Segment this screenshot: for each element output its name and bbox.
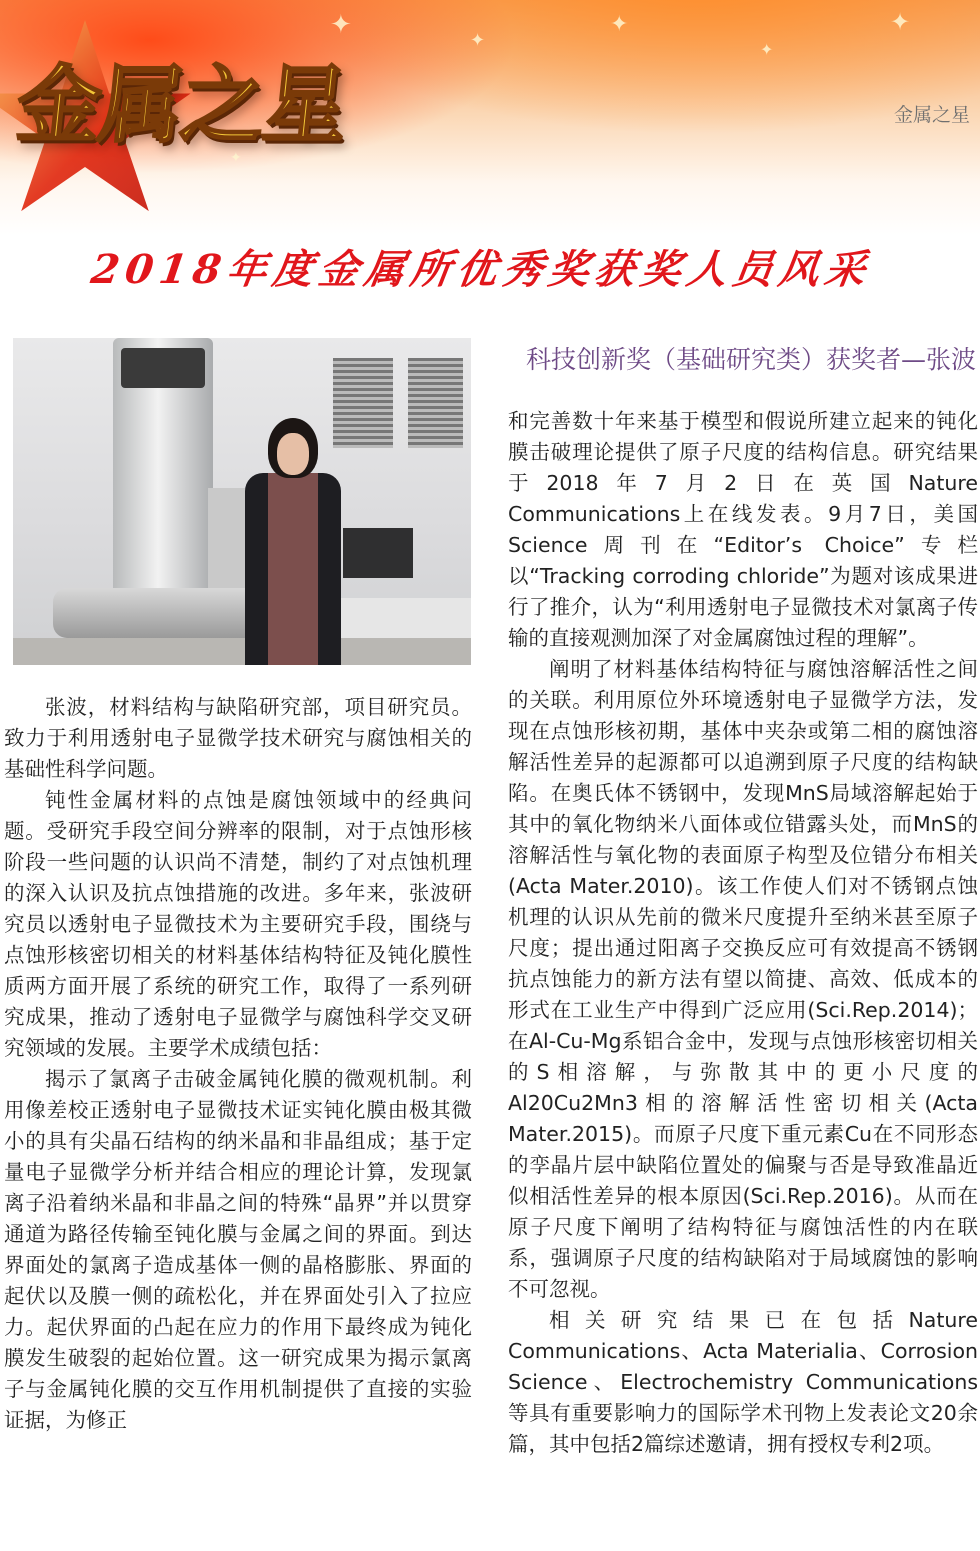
floor	[13, 638, 471, 665]
paragraph: 阐明了材料基体结构特征与腐蚀溶解活性之间的关联。利用原位外环境透射电子显微学方法，发现在点蚀形核初期，基体中夹杂或第二相的腐蚀溶解活性差异的起源都可以追溯到原子尺度的结构缺陷。在奥氏体不锈钢中，发现MnS局域溶解起始于其中的氧化物纳米八面体或位错露头处，而MnS的溶解活性与氧化物的表面原子构型及位错分布相关(Acta Mater.2010)。该工作使人们对不锈钢点蚀机理的认识从先前的微米尺度提升至纳米甚至原子尺度；提出通过阳离子交换反应可有效提高不锈钢抗点蚀能力的新方法有望以简捷、高效、低成本的形式在工业生产中得到广泛应用(Sci.Rep.2014)；在Al-Cu-Mg系铝合金中，发现与点蚀形核密切相关的S相溶解，与弥散其中的更小尺度的Al20Cu2Mn3相的溶解活性密切相关(Acta Mater.2015)。而原子尺度下重元素Cu在不同形态的孪晶片层中缺陷位置处的偏聚与否是导致准晶近似相活性差异的根本原因(Sci.Rep.2016)。从而在原子尺度下阐明了结构特征与腐蚀活性的内在联系，强调原子尺度的结构缺陷对于局域腐蚀的影响不可忽视。	[508, 657, 978, 1301]
window-blind	[408, 358, 463, 448]
paragraph: 张波，材料结构与缺陷研究部，项目研究员。致力于利用透射电子显微学技术研究与腐蚀相关的基础性科学问题。	[4, 695, 472, 781]
person-body	[245, 473, 341, 665]
sparkle-icon: ✦	[230, 150, 242, 166]
computer-monitor	[343, 528, 413, 578]
person-face	[277, 433, 309, 475]
sparkle-icon: ✦	[470, 30, 486, 51]
section-label: 金属之星	[893, 104, 970, 126]
header-banner	[0, 0, 980, 235]
window-blind	[333, 358, 393, 448]
page-headline: 2018年度金属所优秀奖获奖人员风采	[88, 246, 875, 293]
sparkle-icon: ✦	[330, 10, 352, 40]
sparkle-icon: ✦	[760, 40, 774, 59]
paragraph: 和完善数十年来基于模型和假说所建立起来的钝化膜击破理论提供了原子尺度的结构信息。研究结果于2018年7月2日在英国Nature Communications上在线发表。9月7日，美国Science周刊在“Editor’s Choice”专栏以“Tracking corroding chloride”为题对该成果进行了推介，认为“利用透射电子显微技术对氯离子传输的直接观测加深了对金属腐蚀过程的理解”。	[508, 409, 978, 650]
awardee-photo	[13, 338, 471, 665]
award-subtitle: 科技创新奖（基础研究类）获奖者—张波	[525, 345, 976, 374]
paragraph: 相关研究结果已在包括Nature Communications、Acta Materialia、Corrosion Science、Electrochemistry Communications等具有重要影响力的国际学术刊物上发表论文20余篇，其中包括2篇综述邀请，拥有授权专利2项。	[508, 1308, 978, 1456]
magazine-logo-title: 金属之星	[12, 55, 351, 154]
microscope-top	[121, 348, 205, 388]
sparkle-icon: ✦	[890, 8, 911, 36]
paragraph: 钝性金属材料的点蚀是腐蚀领域中的经典问题。受研究手段空间分辨率的限制，对于点蚀形核阶段一些问题的认识尚不清楚，制约了对点蚀机理的深入认识及抗点蚀措施的改进。多年来，张波研究员以透射电子显微技术为主要研究手段，围绕与点蚀形核密切相关的材料基体结构特征及钝化膜性质两方面开展了系统的研究工作，取得了一系列研究成果，推动了透射电子显微学与腐蚀科学交叉研究领域的发展。主要学术成绩包括：	[4, 788, 472, 1060]
sparkle-icon: ✦	[610, 12, 629, 37]
article-column-right	[508, 406, 978, 1460]
article-column-left	[4, 692, 472, 1436]
paragraph: 揭示了氯离子击破金属钝化膜的微观机制。利用像差校正透射电子显微技术证实钝化膜由极其微小的具有尖晶石结构的纳米晶和非晶组成；基于定量电子显微学分析并结合相应的理论计算，发现氯离子沿着纳米晶和非晶之间的特殊“晶界”并以贯穿通道为路径传输至钝化膜与金属之间的界面。到达界面处的氯离子造成基体一侧的晶格膨胀、界面的起伏以及膜一侧的疏松化，并在界面处引入了拉应力。起伏界面的凸起在应力的作用下最终成为钝化膜发生破裂的起始位置。这一研究成果为揭示氯离子与金属钝化膜的交互作用机制提供了直接的实验证据，为修正	[4, 1067, 472, 1432]
